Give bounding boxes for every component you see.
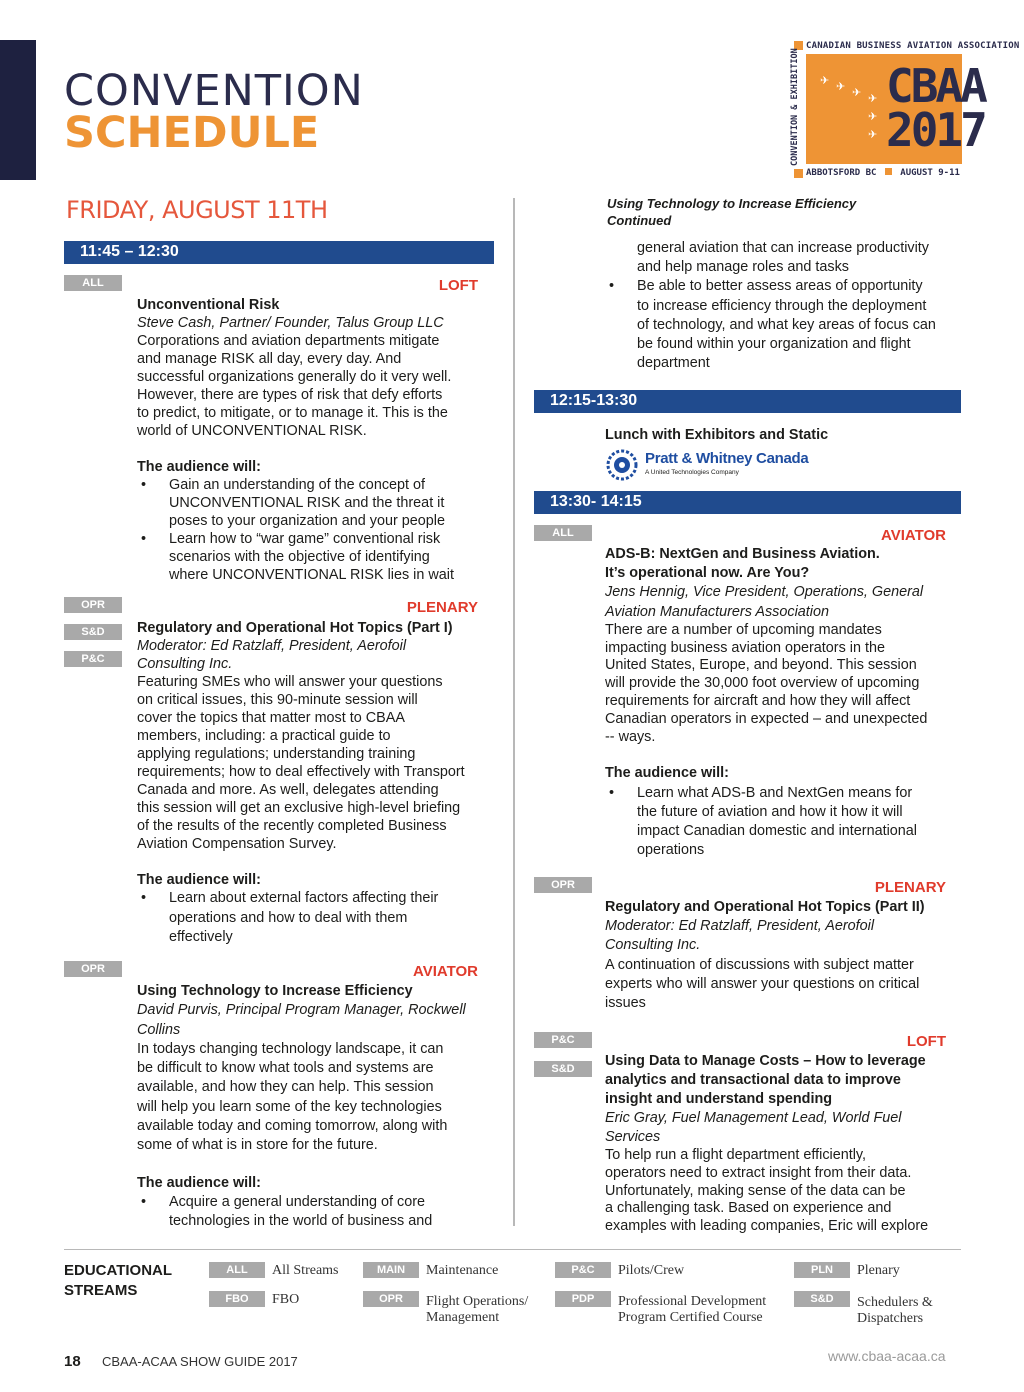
session-unconventional-risk [137,296,507,584]
legend-label-line: Flight Operations/ [426,1294,529,1309]
speaker-line: Collins [137,1021,181,1038]
lunch-session [605,426,965,444]
desc-line: However, there are types of risk that defy efforts [137,387,443,403]
desc-line: There are a number of upcoming mandates [605,621,882,638]
speaker-line: Moderator: Ed Ratzlaff, President, Aerofoil [605,918,875,935]
stream-tag: ALL [534,525,592,541]
session-speaker [137,637,507,673]
session-title: Unconventional Risk [137,297,280,313]
plane-icon: ✈ [852,87,862,99]
legend-label-line: Schedulers & [857,1295,933,1310]
audience-heading: The audience will: [137,1174,261,1191]
desc-line: on critical issues, this 90-minute session will [137,692,418,708]
speaker-line: Moderator: Ed Ratzlaff, President, Aerofoil [137,638,407,654]
session-description [605,1147,965,1236]
title-line: Using Data to Manage Costs – How to leverage [605,1053,926,1069]
audience-bullet [137,1193,507,1232]
legend-divider [64,1249,961,1250]
desc-line: To help run a flight department efficiently, [605,1147,867,1163]
page-number: 18 [64,1353,81,1370]
desc-line: will provide the 30,000 foot overview of upcoming [605,675,920,692]
bullet-line: scenarios with the objective of identifying [169,549,430,565]
desc-line: A continuation of discussions with subject matter [605,956,914,973]
stream-tag: OPR [534,877,592,893]
speaker-line: Jens Hennig, Vice President, Operations, General [605,584,924,601]
desc-line: Unfortunately, making sense of the data can be [605,1182,906,1199]
desc-line: world of UNCONVENTIONAL RISK. [137,423,367,439]
legend-label: Maintenance [426,1263,499,1278]
desc-line: of the results of the recently completed Business [137,818,447,834]
bullet-line: effectively [169,929,233,945]
logo-wordmark [886,59,985,157]
legend-tag: S&D [794,1291,850,1307]
legend-tag: FBO [209,1291,265,1307]
logo-square-icon [885,168,892,175]
bullet-line: operations and how to deal with them [169,909,408,926]
bullet-line: impact Canadian domestic and international [637,823,917,839]
continued-label: Continued [607,213,672,228]
time-slot-bar: 12:15-13:30 [534,390,961,413]
session-continued [605,239,965,373]
legend-label: Plenary [857,1263,900,1278]
stream-tag: P&C [534,1032,592,1048]
page-title-line2: SCHEDULE [64,108,320,158]
logo-org-name: CANADIAN BUSINESS AVIATION ASSOCIATION [806,41,1020,51]
bullet-line: UNCONVENTIONAL RISK and the threat it [169,495,445,511]
plane-icon: ✈ [868,129,878,141]
legend-label: FBO [272,1292,300,1307]
speaker-line: David Purvis, Principal Program Manager, Rockwell [137,1002,466,1019]
page-title-line1: CONVENTION [64,66,364,116]
desc-line: requirements; how to deal effectively with Transport [137,764,465,780]
logo-footer [806,168,960,178]
audience-bullet [137,530,507,584]
legend-label-line: Program Certified Course [618,1310,763,1325]
speaker-line: Eric Gray, Fuel Management Lead, World Fuel [605,1110,902,1126]
logo-year: 2017 [886,103,985,157]
desc-line: Aviation Compensation Survey. [137,836,337,852]
column-divider [513,198,515,1226]
legend-label: Pilots/Crew [618,1263,685,1278]
desc-line: impacting business aviation operators in the [605,639,885,656]
plane-icon: ✈ [868,111,878,123]
session-ads-b [605,545,965,860]
legend-label-line: Professional Development [618,1294,767,1309]
desc-line: United States, Europe, and beyond. This session [605,657,917,674]
bullet-line: of technology, and what key areas of focus can [637,316,936,333]
session-description [605,622,965,747]
title-line: It’s operational now. Are You? [605,565,810,582]
session-speaker: Steve Cash, Partner/ Founder, Talus Group LLC [137,315,444,331]
desc-line: Canadian operators in expected – and unexpected [605,710,928,727]
continued-heading [607,195,856,229]
desc-line: In todays changing technology landscape, it can [137,1040,444,1057]
bullet-line: technologies in the world of business and [169,1213,433,1230]
bullet-line: general aviation that can increase productivity [637,240,929,256]
session-title: Using Technology to Increase Efficiency [137,983,413,999]
legend-tag: PLN [794,1262,850,1278]
session-title: Lunch with Exhibitors and Static [605,427,829,443]
pw-eagle-icon [605,449,639,481]
legend-label [426,1294,528,1326]
legend-label [618,1294,766,1326]
audience-heading: The audience will: [137,872,261,888]
bullet-line: operations [637,842,705,859]
desc-line: cover the topics that matter most to CBAA [137,710,405,726]
bullet-line: • Learn what ADS-B and NextGen means for [637,784,913,801]
bullet-line: be found within your organization and flight [637,336,911,353]
desc-line: available, and how they can help. This session [137,1079,434,1096]
desc-line: members, including: a practical guide to [137,728,391,744]
audience-bullet [137,889,507,948]
desc-line: examples with leading companies, Eric will explore [605,1218,929,1235]
cbaa-logo [790,38,1020,186]
desc-line: available today and coming tomorrow, along with [137,1118,448,1135]
legend-tag: P&C [555,1262,611,1278]
session-title [605,545,965,583]
bullet-line: • Learn about external factors affecting their [169,890,439,906]
session-using-data [605,1052,965,1236]
legend-label: All Streams [272,1263,339,1278]
title-line: insight and understand spending [605,1091,833,1107]
session-regulatory-part-1 [137,619,507,948]
title-line: analytics and transactional data to improve [605,1072,901,1088]
legend-label-line: Dispatchers [857,1311,924,1326]
website-url[interactable]: www.cbaa-acaa.ca [828,1348,946,1364]
session-title: Regulatory and Operational Hot Topics (Part II) [605,899,925,915]
speaker-line: Aviation Manufacturers Association [605,603,829,620]
session-speaker [605,583,965,621]
legend-title [64,1261,172,1301]
legend-tag: PDP [555,1291,611,1307]
plane-icon: ✈ [868,93,878,105]
legend-label-line: Management [426,1310,500,1325]
speaker-line: Consulting Inc. [605,937,701,954]
stream-tag: S&D [534,1061,592,1077]
session-speaker [137,1001,507,1040]
room-label: PLENARY [874,879,946,896]
desc-line: Corporations and aviation departments mitigate [137,333,440,349]
speaker-line: Services [605,1129,661,1145]
bullet-line: • Gain an understanding of the concept of [169,477,426,493]
desc-line: issues [605,995,646,1012]
session-description [137,1040,507,1156]
bullet-line: and help manage roles and tasks [637,259,850,276]
desc-line: a challenging task. Based on experience and [605,1200,892,1217]
day-heading: FRIDAY, AUGUST 11TH [66,196,328,224]
desc-line: applying regulations; understanding training [137,746,416,762]
session-description [137,673,507,853]
bullet-line: the future of aviation and how it how it will [637,803,903,820]
desc-line: Featuring SMEs who will answer your questions [137,674,443,690]
session-description [137,332,507,440]
session-regulatory-part-2 [605,898,965,1013]
desc-line: this session will get an exclusive high-level briefing [137,800,461,816]
bullet-line: • Be able to better assess areas of opportunity [637,278,923,295]
legend-title-line: STREAMS [64,1282,138,1299]
desc-line: be difficult to know what tools and systems are [137,1060,434,1077]
room-label: AVIATOR [412,963,478,980]
logo-side-text: CONVENTION & EXHIBITION [790,48,800,166]
audience-bullet [605,784,965,861]
desc-line: successful organizations generally do it very well. [137,369,452,385]
desc-line: some of what is in store for the future. [137,1137,378,1154]
session-speaker [605,917,965,955]
stream-tag: ALL [64,275,122,291]
side-accent-bar [0,40,36,180]
desc-line: experts who will answer your questions on critical [605,975,920,992]
bullet-line: where UNCONVENTIONAL RISK lies in wait [169,567,454,583]
session-title [605,1052,965,1109]
session-description [605,956,965,1014]
guide-title: CBAA-ACAA SHOW GUIDE 2017 [102,1354,298,1369]
sponsor-subtitle: A United Technologies Company [645,469,739,476]
speaker-line: Consulting Inc. [137,656,233,672]
legend-tag: MAIN [363,1262,419,1278]
logo-name: CBAA [886,59,985,113]
room-label: LOFT [438,277,478,294]
audience-heading: The audience will: [137,459,261,475]
stream-tag: OPR [64,597,122,613]
bullet-line: department [637,355,710,372]
bullet-line: to increase efficiency through the deployment [637,297,927,314]
bullet-line: poses to your organization and your people [169,513,446,529]
legend-tag: ALL [209,1262,265,1278]
logo-box [806,54,985,164]
audience-bullet [605,277,965,373]
legend-tag: OPR [363,1291,419,1307]
audience-heading: The audience will: [605,765,729,782]
legend-label [857,1295,933,1327]
stream-tag: OPR [64,961,122,977]
stream-tag: S&D [64,624,122,640]
session-speaker [605,1109,965,1147]
desc-line: to predict, to mitigate, or to manage it. This is the [137,405,448,421]
logo-square-icon [794,169,803,178]
time-slot-bar: 13:30- 14:15 [534,491,961,514]
logo-location: ABBOTSFORD BC [806,168,877,178]
continued-title: Using Technology to Increase Efficiency [607,196,857,211]
plane-icon: ✈ [820,75,830,87]
desc-line: Canada and more. As well, delegates attending [137,782,439,798]
session-using-technology [137,982,507,1232]
bullet-line: • Acquire a general understanding of core [169,1193,426,1210]
audience-bullet [137,476,507,530]
continued-text [605,239,965,277]
desc-line: requirements for aircraft and how they will affect [605,693,911,709]
room-label: AVIATOR [880,527,946,544]
stream-tag: P&C [64,651,122,667]
sponsor-name: Pratt & Whitney Canada [645,450,809,467]
title-line: ADS-B: NextGen and Business Aviation. [605,546,880,562]
desc-line: and manage RISK all day, every day. And [137,351,402,367]
desc-line: -- ways. [605,728,656,745]
plane-icon: ✈ [836,81,846,93]
logo-dates: AUGUST 9-11 [900,168,960,178]
pratt-whitney-logo [605,449,825,481]
session-title: Regulatory and Operational Hot Topics (Part I) [137,620,453,636]
room-label: PLENARY [406,599,478,616]
room-label: LOFT [906,1033,946,1050]
legend-title-line: EDUCATIONAL [64,1262,173,1279]
desc-line: operators need to extract insight from their data. [605,1164,912,1181]
desc-line: will help you learn some of the key technologies [137,1098,442,1115]
bullet-line: • Learn how to “war game” conventional risk [169,531,441,547]
time-slot-bar: 11:45 – 12:30 [64,241,494,264]
